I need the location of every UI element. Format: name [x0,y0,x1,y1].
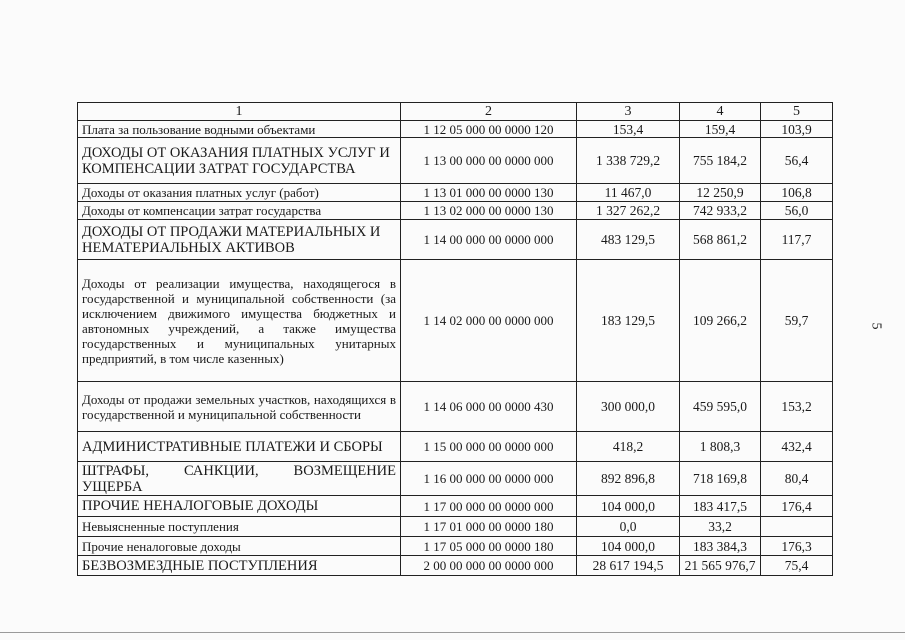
row-value-col3-cell: 183 129,5 [577,260,680,382]
row-name-cell: АДМИНИСТРАТИВНЫЕ ПЛАТЕЖИ И СБОРЫ [78,432,401,462]
row-value-col3-cell: 28 617 194,5 [577,556,680,576]
row-name-cell: ПРОЧИЕ НЕНАЛОГОВЫЕ ДОХОДЫ [78,496,401,517]
row-name-cell: Доходы от продажи земельных участков, находящихся в государственной и муниципальной собственности [78,382,401,432]
row-value-col5-cell: 153,2 [761,382,833,432]
row-value-col3-cell: 104 000,0 [577,496,680,517]
row-code-cell: 1 14 00 000 00 0000 000 [401,220,577,260]
row-value-col4-cell: 109 266,2 [680,260,761,382]
row-name-cell: ДОХОДЫ ОТ ОКАЗАНИЯ ПЛАТНЫХ УСЛУГ И КОМПЕНСАЦИИ ЗАТРАТ ГОСУДАРСТВА [78,138,401,184]
row-code-cell: 1 17 00 000 00 0000 000 [401,496,577,517]
row-value-col5-cell: 432,4 [761,432,833,462]
column-header-1: 1 [78,103,401,121]
row-value-col4-cell: 742 933,2 [680,202,761,220]
row-code-cell: 1 17 05 000 00 0000 180 [401,537,577,556]
page-number: 5 [868,322,884,330]
row-name-cell: Доходы от оказания платных услуг (работ) [78,184,401,202]
row-value-col4-cell: 1 808,3 [680,432,761,462]
row-value-col4-cell: 159,4 [680,121,761,138]
row-name-cell: Доходы от компенсации затрат государства [78,202,401,220]
row-name-cell: Прочие неналоговые доходы [78,537,401,556]
row-code-cell: 1 13 01 000 00 0000 130 [401,184,577,202]
row-value-col5-cell: 176,3 [761,537,833,556]
header-row [78,103,833,121]
table-row [78,260,833,382]
row-value-col5-cell: 176,4 [761,496,833,517]
row-code-cell: 1 13 02 000 00 0000 130 [401,202,577,220]
row-value-col3-cell: 1 327 262,2 [577,202,680,220]
row-name-cell: Доходы от реализации имущества, находящегося в государственной и муниципальной собственности (за исключением движимого имущества бюджетных и автономных учреждений, а также имущества государственных и муниципальных унитарных предприятий, в том числе казенных) [78,260,401,382]
row-value-col4-cell: 33,2 [680,517,761,537]
row-name-cell: ДОХОДЫ ОТ ПРОДАЖИ МАТЕРИАЛЬНЫХ И НЕМАТЕРИАЛЬНЫХ АКТИВОВ [78,220,401,260]
row-value-col5-cell [761,517,833,537]
row-name-cell: ШТРАФЫ, САНКЦИИ, ВОЗМЕЩЕНИЕ УЩЕРБА [78,462,401,496]
row-code-cell: 1 12 05 000 00 0000 120 [401,121,577,138]
row-code-cell: 1 14 06 000 00 0000 430 [401,382,577,432]
row-code-cell: 1 13 00 000 00 0000 000 [401,138,577,184]
row-code-cell: 1 17 01 000 00 0000 180 [401,517,577,537]
row-value-col3-cell: 104 000,0 [577,537,680,556]
row-value-col5-cell: 75,4 [761,556,833,576]
row-value-col5-cell: 103,9 [761,121,833,138]
row-value-col3-cell: 418,2 [577,432,680,462]
row-code-cell: 1 14 02 000 00 0000 000 [401,260,577,382]
scan-edge-line [0,632,905,633]
row-value-col4-cell: 21 565 976,7 [680,556,761,576]
table-row [78,537,833,556]
row-value-col3-cell: 153,4 [577,121,680,138]
row-code-cell: 1 15 00 000 00 0000 000 [401,432,577,462]
table-row [78,121,833,138]
row-value-col5-cell: 117,7 [761,220,833,260]
budget-revenue-table [77,102,833,576]
row-value-col4-cell: 755 184,2 [680,138,761,184]
row-value-col5-cell: 80,4 [761,462,833,496]
column-header-5: 5 [761,103,833,121]
row-code-cell: 2 00 00 000 00 0000 000 [401,556,577,576]
row-value-col3-cell: 483 129,5 [577,220,680,260]
table-row [78,184,833,202]
row-name-cell: Плата за пользование водными объектами [78,121,401,138]
table-row [78,202,833,220]
row-value-col5-cell: 56,0 [761,202,833,220]
row-code-cell: 1 16 00 000 00 0000 000 [401,462,577,496]
table-row [78,138,833,184]
row-value-col5-cell: 56,4 [761,138,833,184]
row-value-col3-cell: 300 000,0 [577,382,680,432]
row-value-col3-cell: 0,0 [577,517,680,537]
table-row [78,382,833,432]
row-value-col4-cell: 183 417,5 [680,496,761,517]
row-value-col3-cell: 11 467,0 [577,184,680,202]
table-row [78,462,833,496]
row-value-col3-cell: 892 896,8 [577,462,680,496]
row-value-col3-cell: 1 338 729,2 [577,138,680,184]
row-name-cell: Невыясненные поступления [78,517,401,537]
row-value-col4-cell: 12 250,9 [680,184,761,202]
row-value-col4-cell: 718 169,8 [680,462,761,496]
row-value-col4-cell: 459 595,0 [680,382,761,432]
row-value-col4-cell: 183 384,3 [680,537,761,556]
column-header-2: 2 [401,103,577,121]
table-row [78,220,833,260]
table-row [78,556,833,576]
table-row [78,517,833,537]
column-header-3: 3 [577,103,680,121]
table-row [78,432,833,462]
row-value-col5-cell: 106,8 [761,184,833,202]
row-name-cell: БЕЗВОЗМЕЗДНЫЕ ПОСТУПЛЕНИЯ [78,556,401,576]
row-value-col5-cell: 59,7 [761,260,833,382]
row-value-col4-cell: 568 861,2 [680,220,761,260]
column-header-4: 4 [680,103,761,121]
table-row [78,496,833,517]
